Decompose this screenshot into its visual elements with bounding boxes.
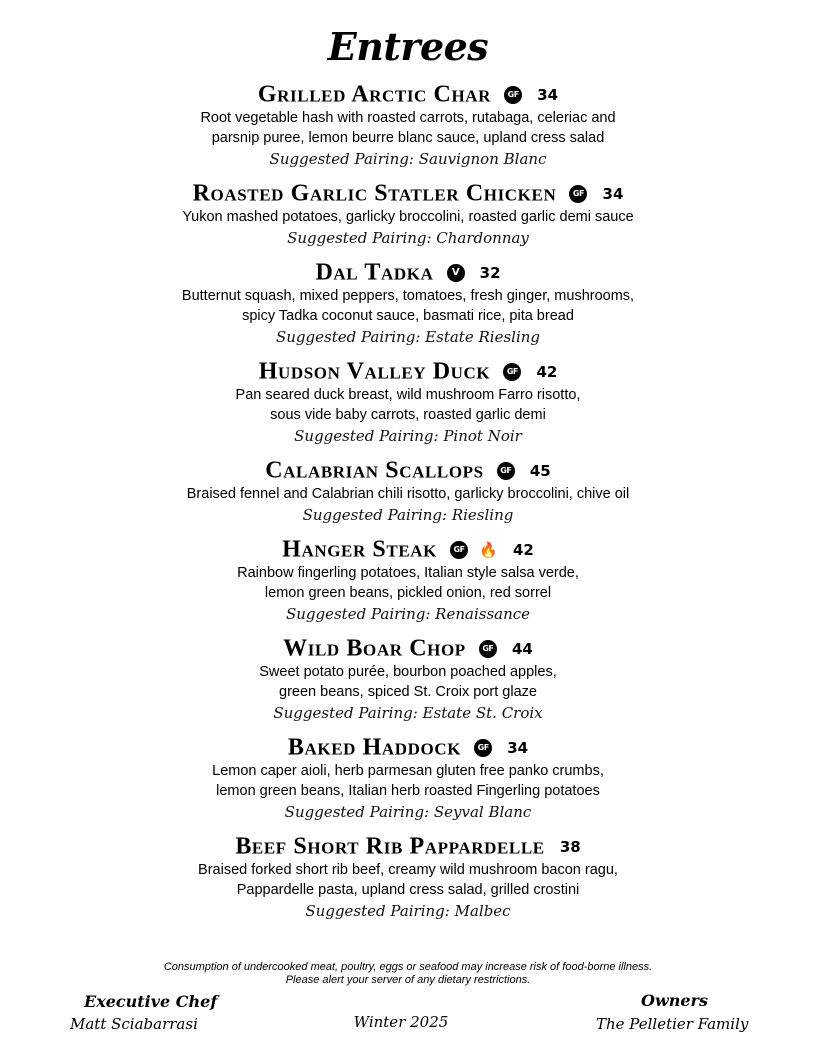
- entree-price: 42: [536, 362, 558, 381]
- entree-description: [0, 662, 816, 702]
- wine-pairing: Suggested Pairing: Malbec: [305, 902, 511, 920]
- entree-name: Roasted Garlic Statler Chicken: [192, 180, 557, 207]
- season-label: Winter 2025: [353, 1013, 449, 1031]
- description-line: sous vide baby carrots, roasted garlic demi: [270, 407, 546, 423]
- gluten-free-badge-icon: GF: [479, 640, 497, 658]
- entree-item: [0, 733, 816, 823]
- entree-description: [0, 286, 816, 326]
- entree-item: [0, 258, 816, 348]
- description-line: Yukon mashed potatoes, garlicky broccolini, roasted garlic demi sauce: [182, 209, 634, 225]
- entree-item: [0, 80, 816, 170]
- entree-price: 42: [512, 540, 534, 559]
- entree-heading: [0, 733, 816, 761]
- entree-item: [0, 357, 816, 447]
- notice-line: Consumption of undercooked meat, poultry, eggs or seafood may increase risk of food-borne illness.: [163, 961, 653, 973]
- entree-heading: [0, 357, 816, 385]
- description-line: Sweet potato purée, bourbon poached apples,: [259, 664, 557, 680]
- wine-pairing: Suggested Pairing: Sauvignon Blanc: [269, 150, 547, 168]
- entree-heading: [0, 179, 816, 207]
- entree-price: 34: [537, 85, 559, 104]
- wine-pairing: Suggested Pairing: Estate Riesling: [275, 328, 541, 346]
- executive-chef-title: Executive Chef: [84, 992, 218, 1011]
- entree-heading: [0, 634, 816, 662]
- entree-name: Hudson Valley Duck: [258, 358, 491, 385]
- wine-pairing: Suggested Pairing: Renaissance: [285, 605, 531, 623]
- entree-heading: [0, 535, 816, 563]
- wine-pairing: Suggested Pairing: Pinot Noir: [294, 427, 522, 445]
- description-line: parsnip puree, lemon beurre blanc sauce, upland cress salad: [211, 130, 605, 146]
- entree-item: [0, 456, 816, 526]
- entree-description: [0, 207, 816, 227]
- wine-pairing: Suggested Pairing: Riesling: [302, 506, 514, 524]
- entree-price: 38: [559, 837, 581, 856]
- entree-price: 44: [511, 639, 533, 658]
- food-safety-notice: [0, 961, 816, 987]
- description-line: Rainbow fingerling potatoes, Italian style salsa verde,: [237, 565, 579, 581]
- gluten-free-badge-icon: GF: [450, 541, 468, 559]
- entree-description: [0, 563, 816, 603]
- entree-item: [0, 179, 816, 249]
- wine-pairing: Suggested Pairing: Estate St. Croix: [273, 704, 543, 722]
- entree-description: [0, 108, 816, 148]
- entree-description: [0, 385, 816, 425]
- entree-price: 32: [479, 263, 501, 282]
- entree-item: [0, 634, 816, 724]
- entree-heading: [0, 832, 816, 860]
- vegan-badge-icon: V: [447, 264, 465, 282]
- description-line: lemon green beans, Italian herb roasted Fingerling potatoes: [216, 783, 600, 799]
- entree-item: [0, 832, 816, 922]
- entree-heading: [0, 456, 816, 484]
- entree-price: 34: [602, 184, 624, 203]
- entree-name: Grilled Arctic Char: [257, 81, 492, 108]
- description-line: Butternut squash, mixed peppers, tomatoes, fresh ginger, mushrooms,: [181, 288, 635, 304]
- entree-description: [0, 860, 816, 900]
- gluten-free-badge-icon: GF: [474, 739, 492, 757]
- entree-item: [0, 535, 816, 625]
- gluten-free-badge-icon: GF: [504, 86, 522, 104]
- entree-name: Hanger Steak: [282, 536, 437, 563]
- entree-description: [0, 484, 816, 504]
- wine-pairing: Suggested Pairing: Chardonnay: [287, 229, 529, 247]
- description-line: Braised forked short rib beef, creamy wild mushroom bacon ragu,: [198, 862, 618, 878]
- entree-price: 34: [507, 738, 529, 757]
- description-line: Lemon caper aioli, herb parmesan gluten free panko crumbs,: [212, 763, 604, 779]
- gluten-free-badge-icon: GF: [503, 363, 521, 381]
- entree-description: [0, 761, 816, 801]
- entree-heading: [0, 80, 816, 108]
- gluten-free-badge-icon: GF: [569, 185, 587, 203]
- owners-name: The Pelletier Family: [596, 1015, 749, 1033]
- entree-name: Calabrian Scallops: [265, 457, 484, 484]
- flame-icon: 🔥: [479, 540, 498, 559]
- description-line: Pan seared duck breast, wild mushroom Farro risotto,: [235, 387, 581, 403]
- entree-list: [0, 80, 816, 931]
- owners-title: Owners: [641, 991, 708, 1010]
- description-line: green beans, spiced St. Croix port glaze: [279, 684, 537, 700]
- entree-price: 45: [529, 461, 551, 480]
- menu-title: Entrees: [327, 24, 489, 69]
- entree-name: Baked Haddock: [287, 734, 462, 761]
- wine-pairing: Suggested Pairing: Seyval Blanc: [284, 803, 532, 821]
- notice-line: Please alert your server of any dietary restrictions.: [285, 974, 531, 986]
- description-line: lemon green beans, pickled onion, red sorrel: [264, 585, 552, 601]
- gluten-free-badge-icon: GF: [497, 462, 515, 480]
- executive-chef-name: Matt Sciabarrasi: [70, 1015, 198, 1033]
- description-line: Root vegetable hash with roasted carrots, rutabaga, celeriac and: [200, 110, 616, 126]
- entree-heading: [0, 258, 816, 286]
- entree-name: Dal Tadka: [315, 259, 434, 286]
- entree-name: Beef Short Rib Pappardelle: [235, 833, 545, 860]
- description-line: Pappardelle pasta, upland cress salad, grilled crostini: [236, 882, 580, 898]
- entree-name: Wild Boar Chop: [283, 635, 466, 662]
- description-line: spicy Tadka coconut sauce, basmati rice, pita bread: [242, 308, 574, 324]
- description-line: Braised fennel and Calabrian chili risotto, garlicky broccolini, chive oil: [186, 486, 630, 502]
